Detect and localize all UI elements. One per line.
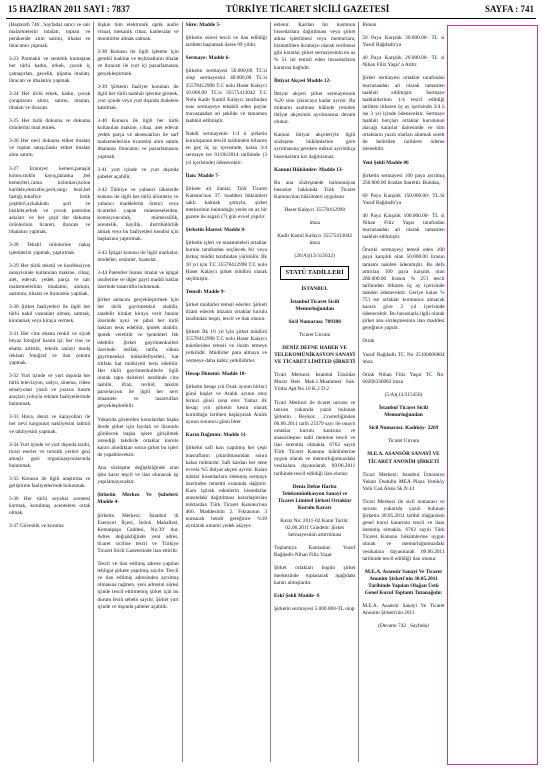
paragraph: Şirket amacını gerçekleştirmek için her türlü gayrimenkul alabilir, satabilir kiralar kiraya verir bunlar üzerinde ayni ve şahsi her türlü hakları tesis edebilir, ipotek alabilir, ipotek verebilir ve ipotekleri fek edebilir. Şirket gayrimenkulleri üzerinde intifak, intifa, sükna gayrimenkul mükellefiyetleri, kat irtifakı kat mülkiyeti tesis edebilir. Her türlü gayrimenkullerle ilgili olarak tapu daireleri nezdinde cins tashihi, ifraz, tevhid, taksim parselasyon ile ilgili her nevi muamele ve tasarrufları gerçekleştirebilir. bbox=[97, 297, 179, 410]
paragraph: Ticari Merkezi ile sicil numarası ve unvanı yukarıda yazılı bulunan Şirketin 30.05.2011 tarihli olağanüstü genel kurul kararının tescil ve ilanı istenmiş olmakla, 6762 sayılı Türk Ticaret Kanunu hükümlerine uygun olarak ve memurluğumuzdaki vesikalara dayanılarak 09.06.2011 tarihinde tescil edildiği ilan olunur. bbox=[362, 498, 445, 562]
paragraph: 3-27 Emniyet kemeri,paraşüt kolon,stoklu kayış,palaska ,bel kemerleri,canta kolonları,kolon kurdele,ekstrafor,şerit,sargı bezi,bel fastığı,tuhafiye listik çeşitleri,aykakkabı şort ve bisiklet,erkek ve çocuk pantolon askıları ve her çeşit dar dokuma ürünlerinin ticareti, ihracatı ve ithalatını yapmak. bbox=[9, 165, 91, 236]
paragraph: Kanuni ihtiyat akçeleriyle ilgili sözleşme hükümlerine göre ayrılmasına gereken miktar ayrıldıkça hissedarlara kar dağıtılamaz. bbox=[274, 132, 356, 160]
registry-number: Sicil Numarası: 709380 bbox=[288, 318, 341, 325]
paragraph: Şirketi İlk 10 yıl için şirket müdürü 35578412998 T.C nolu Haser Kalaycı münferiden temsil ve ilzam etmeye yetkilidir. Müdürler para almaya ve vermeye daha kabiz yetkilidirler. bbox=[185, 329, 267, 364]
column-5 bbox=[359, 22, 447, 762]
paragraph: 3-41 yurt içinde ve yurt dışında şubeler açabilir. bbox=[97, 166, 179, 180]
section-heading: M.E.A. Asansör Sanayi Ve Ticaret Anonim Şirketi'nin 30.05.2011 Tarihinde Yapılan Olağan Üstü Genel Kurul Toplantı Tutanağıdır. bbox=[364, 568, 443, 596]
paragraph: İhtiyat akçesi şirket sermayesinin %20 sine çıkıncaya kadar ayrılır. Bu miktarın azalması hâlinde yeniden ihtiyat akçesinin ayrılmasına devam olunur. bbox=[274, 90, 356, 126]
section-heading: Hesap Dönemi: Madde 10- bbox=[185, 370, 247, 377]
paragraph: 3-42 Türkiye ve yabancı ülkelerde konusu ile ilgili her türlü ürünlerin ve yabancı maddelerin üretici veya ticaretini yapan müesseselerden, komisyonculuk, mümessillik, acentelik, bayilik, distribütörlük almak veya bu faaliyetleri kendisi için başkasına yaptırmak. bbox=[97, 186, 179, 243]
paragraph: 3-28 Tekstil ürünlerine nakış işlemlerini yapmak, yaptırmak. bbox=[9, 242, 91, 256]
section-heading: Şirketin İdaresi: Madde 8- bbox=[185, 227, 246, 234]
section-heading: İhtiyat Akçesi Madde 12- bbox=[274, 77, 331, 84]
paragraph: Ticari Merkezi ile ticaret unvanı ve tanvan yukarıda yazılı bulunan Şirketin Beykoz 2.noterliğinden 06.06.2011 tarih 23379 sayı ile onaylı ortaklar kurulu kararına ve anasözleşme tadil metnine tescil ve ilan istenmiş olmakla, 6762 sayılı Türk Ticaret Kanunu hükümlerine uygun olarak ve memurluğumuzdaki vesikalara dayanılarak 09.06.2011 tarihinde tescil edildiği ilan olunur. bbox=[274, 399, 356, 477]
paragraph: 3-39 Şirketin faaliyet konuları ile ilgili her türlü taahhüt işlerine girmek, yurt içinde veya yurt dışında ihalelere katılmak. bbox=[97, 83, 179, 111]
column-3 bbox=[183, 22, 271, 762]
trade-name-label: Ticaret Unvanı bbox=[387, 438, 420, 445]
paragraph: Şirketin safi karı yapılmış her çeşit masrafların çıkarılmasından sonra kalan miktardır. Safi kardan her sene evvela %5 ihtiyat akçesi ayrılır. Kalan miktar hissedarlara ödenmiş sermaye üzerinden temettü oranında dağıtılır. Kara iştirak edenlerin hissedarlar arasındaki dağıtılması kararlaştırılan miktardan Türk Ticaret Kanunu'nun 466. Maddesinin 2. Fıkrasının 3 numaralı bendi gereğince %10 ayrılarak umumi yedek akçeye bbox=[185, 445, 267, 530]
paragraph: 3-33 Hava, deniz ve karayolları ile her nevi kargonun nakliyesini tahmil ve tahliyesini yapmak. bbox=[9, 414, 91, 435]
paragraph: Ana sözleşme değişikliğinde olan işbu karar teşcil ve ilan olunacak işi yapılamayacaktır. bbox=[97, 465, 179, 486]
paragraph: Bu ana sözleşmede bulunmayan hususlar hakkında Türk Ticaret Kanunu'nun hükümleri uygulanır bbox=[274, 179, 356, 200]
page-number: SAYFA : 741 bbox=[484, 4, 534, 14]
paragraph: 40 Paya Karşılık 100.000.00- TL si Nihan Filiz Yaşar tarafından muvazaadan ari olarak tamamen taahhüt edilmiştir. bbox=[362, 212, 445, 241]
signature: Yusuf Bağdadlı TC No 25100606804 imza bbox=[362, 351, 445, 365]
paragraph: Şirket sermayesi ortaklar tarafından muvazaadan ari olarak tamamen taahhüt edilmiştir. Sermaye taahhütlerinin 1/4 tescil edildiği tarihten itibaren üç ay içerisinde 3/4 ü ise 3 yıl içinde ödenecektir. Sermaye taahhüt borçları ortaklar kurulunun alacağı kararlar dairesinde ve tüm ortakların yazılı olarları alınmak sureti ile belirtilen tarihlere ödeme istenebilir. bbox=[362, 75, 445, 153]
column-4 bbox=[271, 22, 359, 762]
trade-name: M.E.A. ASANSÖR SANAYİ VE TİCARET ANONİM ŞİRKETİ bbox=[367, 451, 440, 465]
reference-number: (5/A)(13/315456) bbox=[384, 391, 423, 398]
paragraph: (Baştarafı 740 . Sayfada) satıcı ve sair malzemelerin imalatı, toptan ve perakende alım satımı, ithalat ve ihracatını yapmak. bbox=[9, 22, 91, 50]
paragraph: 3-40 Konusu ile ilgili her türlü kullanılan makine, cihaz, alet edevat yedek parça ve aksesuarları ile sarf malzemelerinin ticaretini alım satımı ithalatını ihracatını ve pazarlamasını yapmak. bbox=[97, 118, 179, 160]
paragraph: Bunun bbox=[362, 22, 377, 28]
paragraph: 3-29 Her türlü tekstil ve konfeksiyon sanayisinde kullanılan makine, cihaz, alet, edevat, yedek parça ve sair malzemelerinin imalatını, alımını, satımını, ithalat ve ihracatını yapmak. bbox=[9, 262, 91, 297]
paragraph: Şirket ortakları bugün şirket merkezinde toplanarak aşağıdaki kararı almışlardır. bbox=[274, 565, 356, 586]
paragraph: Şirket müdürler temsil ederler. Şirketi ilzam edecek imzalar ortaklar kurulu tarafından tespit, tescil ve ilan olunur. bbox=[185, 301, 267, 323]
paragraph: M.E.A. Asansör Sanayi Ve Ticaret Anonim Şirketi'nin 2011 bbox=[362, 603, 445, 617]
section-heading: Temsil: Madde 9- bbox=[185, 288, 226, 295]
paragraph: Toplantıya Katılanlar: Yusuf Bağdadlı-Nihan Filiz Yaşar bbox=[274, 545, 356, 559]
registry-office: İstanbul Ticaret Sicili Memurluğundan bbox=[290, 298, 340, 312]
columns bbox=[6, 22, 536, 762]
issue-date: 15 HAZİRAN 2011 SAYI : 7837 bbox=[8, 4, 130, 14]
paragraph: 3-35 Konusu ile ilgili araştırma ve geliştirme faaliyetlerinde bulunmak. bbox=[9, 475, 91, 490]
signature: Kadir Kamil Kalaycı 35575413042 imza bbox=[277, 233, 353, 247]
signature-note: imza bbox=[309, 220, 320, 227]
paragraph: ilişkin tüm elektronik optik audio visual, mekanik cihaz, kameralar ve monitörler almak satmak. bbox=[97, 22, 179, 43]
section-heading: Yeni Şekli Madde 06 bbox=[362, 159, 409, 166]
paragraph: Şirketin süresi tescil ve ilan edildiği tarihten başlamak üzere 99 yıldır. bbox=[185, 35, 267, 49]
paragraph: Ticari Merkezi: İstanbul Ümraniye Yukarı Dudullu MEA Plaza Yeniköy Yolu Cad.Alsüs Sk.N.13 bbox=[362, 471, 445, 492]
paragraph: Şirketin sermayesi 5.000.000-TL olup bbox=[274, 605, 355, 612]
paragraph: 3-44 Patentler lisansı imalat ve iştigal usullerine ve diğer gayri maddi haklar üzerinde tasarrufta bulunmak. bbox=[97, 269, 179, 290]
column-1 bbox=[6, 22, 94, 762]
paragraph: Şirketin sermayesi 50.000,00 TL'si olup sermayesini 40.000,00 TL'si 35578412998 T.C nolu Haser Kalaycı 10.000,00 TL'si 35575413042 T.C Nolu Kadir Kamil Kalaycı tarafından esas sermayeye tekabül eden paylar muvazaadan ari şekilde ve tamamen taahhüt edilmiştir. bbox=[185, 68, 267, 125]
paragraph: 3-30 Şirket faaliyetleri ile ilgili her türlü nakil vasıtaları almak, satmak, kiralamak veya kiraya vermek. bbox=[9, 304, 91, 325]
section-heading: Karın Dağıtımı: Madde 11- bbox=[185, 432, 248, 439]
paragraph: Yukarıda gösterilen konulardan başka ilerde şirket için faydalı ve lüzumlu görülecek başka işlere girişilmek istendiği takdirde ortaklar kurulu kararı alındıktan sonra şirket bu işleri de yapabilecektir. bbox=[97, 416, 179, 458]
paragraph: Şirkete ait ilanlar, Türk Ticaret Kanunu'nun 37. maddesi hükümleri saklı kalmak şartıyla, şirket merkezinin bulunduğu yerde en az bir gazete ile asgari (7) gün evvel yapılır. bbox=[185, 185, 267, 221]
paragraph: 40 Paya Karşılık 20.000.00- TL si Nihan Filiz Yaşar' a Aittir. bbox=[362, 55, 445, 69]
paragraph: Şirketin hesap yılı Ocak ayının birinci günü başlar ve Aralık ayının otuz birinci günü sona erer. Yalnız ilk hesap yılı şirketin kesin olarak kurulduğu tarihten başlayarak Aralık ayının sonuncu günü biter. bbox=[185, 383, 267, 426]
trade-name: DENİZ DEFNE HABER VE TELEKOMÜNİKASYON SANAYİ VE TİCARET LİMİTED ŞİRKETİ bbox=[274, 345, 356, 366]
paragraph: Önceki sermayeyi temsil eden 100 paya karşılık olan 50.000.00 liranın tamamı nakden ödenmiştir. Bu defa artırılan 100 paya karşılık olan 200.000.00 liranın % 25'i tescil tarihinden itibaren üç ay içerisinde nakden ödenecektir. Geriye kalan % 75'i ise ortaklar kurulunca alınacak karara göre 3 yıl içerisinde ödenecektir. Bu hususlarla ilgili olarak şirket ana sözleşmesinin ilan maddesi gereğince yapılır. bbox=[362, 247, 445, 332]
paragraph: 3-37 Güvenlik ve koruma bbox=[9, 523, 64, 530]
section-heading: Süre: Madde 5- bbox=[185, 22, 221, 28]
city-title: İSTANBUL bbox=[301, 285, 329, 292]
gazette-title: TÜRKİYE TİCARET SİCİLİ GAZETESİ bbox=[225, 4, 390, 14]
page-header bbox=[8, 4, 534, 18]
paragraph: 3-31 Her cins ebatta renkli ve siyah beyaz fotoğraf basım işi; her cins ve ebatta artistik, teknik sanayi moda reklam fotoğraf ve ilan çekimi yapmak. bbox=[9, 331, 91, 366]
paragraph: 50 Paya Karşılık 30.000.00- TL si Yusuf Bağdadlı'ya bbox=[362, 35, 445, 49]
paragraph: 3-38 Konusu ile ilgili işletme için gerekli makine ve teçhizatların ithalat ve ihracatı ile yurt içi pazarlamasını gerçekleştirmek. bbox=[97, 49, 179, 77]
reference-number: (20/A)(13/315632) bbox=[294, 253, 335, 260]
registry-number: Sicil Numarası: Kadıköy- 2269 bbox=[368, 425, 439, 432]
section-heading: Kanuni Hükümler: Madde 13- bbox=[274, 166, 344, 173]
column-2 bbox=[94, 22, 182, 762]
paragraph: 3-43 İştigal konusu ile ilgili markalar, modeller, resimler, lisanslar. bbox=[97, 249, 179, 263]
paragraph: Şirketin sermayesi 100 paya ayrılmış 250.000.00 liradan ibarettir. Bundan, bbox=[362, 172, 445, 186]
signature-label: Ortak bbox=[362, 338, 375, 345]
paragraph: Ticari Merkezi: İstanbul Üsküdar Murat Reis Mah.1.Muammer Sok. Yıldız Apt.No.10 K.2 D.2 bbox=[274, 372, 356, 393]
signature: Ortak Nihan Filiz Yaşar TC No: 60206336082 imza bbox=[362, 371, 445, 385]
paragraph: Tescil ve ilan edilmiş adrese yapılan tebligat şirkete yapılmış sayılır. Tescil ve ilan edilmiş adresinden ayrılmış olmasına rağmen, yeni adresini süresi içinde tescil ettirmemiş şirket için bu durum fesih sebebi sayılır. Şirket yurt içinde ve dışında şubeler açabilir. bbox=[97, 561, 179, 610]
trade-name-label: Ticaret Unvanı bbox=[298, 331, 331, 338]
paragraph: 3-32 Yurt içinde ve yurt dışında her türlü televizyon, radyo, sinema, video senaryoları yazılı ve yazısız basım araçları yoluyla reklam faaliyetlerinde bulunmak. bbox=[9, 372, 91, 408]
section-heading: Deniz Defne Harita Telekomünikasyon Sanayi ve Ticaret Limited Şirketi Ortaklar Kurulu Kararı bbox=[277, 483, 352, 511]
section-heading: Sermaye: Madde 6- bbox=[185, 55, 231, 62]
section-heading: İlan: Madde 7- bbox=[185, 172, 220, 179]
section-heading: Eski Şekli Madde- 6 bbox=[274, 592, 320, 599]
paragraph: Karar No: 2011-02 Karar Tarihi: 02.06.2011 Gündem: Şirket Sermayesinin arttırılması bbox=[280, 517, 350, 539]
paragraph: Nakdi sermayenin 1/4 ü şirketin kuruluşunun tescili tarihinden itibaren en geç üç ay içerisinde, kalan 3/4 sermaye ise 01/06/2014 tarihinde (3 yıl içerisinde) ödenecektir. bbox=[185, 131, 267, 166]
continued-note: (Devamı 742 . Sayfada) bbox=[378, 623, 429, 630]
paragraph: 3-34 Yurt içinde ve yurt dışında tarihi, ticari eserler ve turistik yerleri gezi amaçlı gezi organizasyonlarında bulunmak. bbox=[9, 441, 91, 469]
section-heading: Şirketin Merkez Ve Şubeleri: Madde 4- bbox=[97, 492, 179, 506]
registry-office: İstanbul Ticaret Sicili Memurluğundan bbox=[379, 405, 428, 419]
signature: Haser Kalaycı 35578412998 bbox=[284, 206, 345, 213]
paragraph: 3-23 Parmaklı ve sentetik kumaştan her türlü kadın, erkek, çocuk iç çamaşırları, gecelik, pijama imalatı, ihracatı ve ithalatını yapmak. bbox=[9, 56, 91, 84]
paragraph: 3-25 Her türlü dokuma ve dokuma ürünlerini imal etmek. bbox=[9, 118, 91, 132]
paragraph: 3-36 Her türlü seyahat acentesi kurmak, kurulmuş acentelere ortak olmak. bbox=[9, 496, 91, 517]
paragraph: 60 Paya Karşılık 150.000.00- TL.Si Yusuf Bağdadlı'ya bbox=[362, 192, 445, 206]
paragraph: Şirketin işleri ve muameleleri ortaklar kurulu tarafından seçilecek bir veya birkaç müdür tarafından yürütülür. İlk 10 yıl için T.C 35578412998 T.C nolu Haser Kalaycı şirket müdürü olarak seçilmiştir. bbox=[185, 240, 267, 282]
paragraph: 3-26 Her nevi dokuma etiket imalatı ve toptan satışı,baskı etiket imalatı alım satımı. bbox=[9, 138, 91, 159]
paragraph: Şirketin Merkezi: İstanbul ili Esenyurt İlçesi, İnönü Mahallesi, Kemalpaşa Caddesi, No:39' dur. Adres değişikliğinde yeni adres, ticaret siciline tescil ve Türkiye Ticaret Sicili Gazetesinde ilan ettirilir. bbox=[97, 512, 179, 554]
section-banner: STATÜ TADİLLERİ bbox=[280, 266, 349, 279]
header-rule bbox=[6, 18, 536, 19]
paragraph: 3-24 Her türlü erkek, kadın, çocuk çoraplarını alımı, satımı, imalatı, ithalatı ve ihracatı. bbox=[9, 90, 91, 111]
paragraph: eklenir. Kardan bir kısmının hissedarlara dağıtılması veya şirket adına işletilmesi veya memurlara, hizmetlilere ikramiye olarak verilmesi gibi kararlar şirket sermayesinin en az % 51 ini temsil eden hissedarların kararına bağlıdır. bbox=[274, 22, 356, 71]
